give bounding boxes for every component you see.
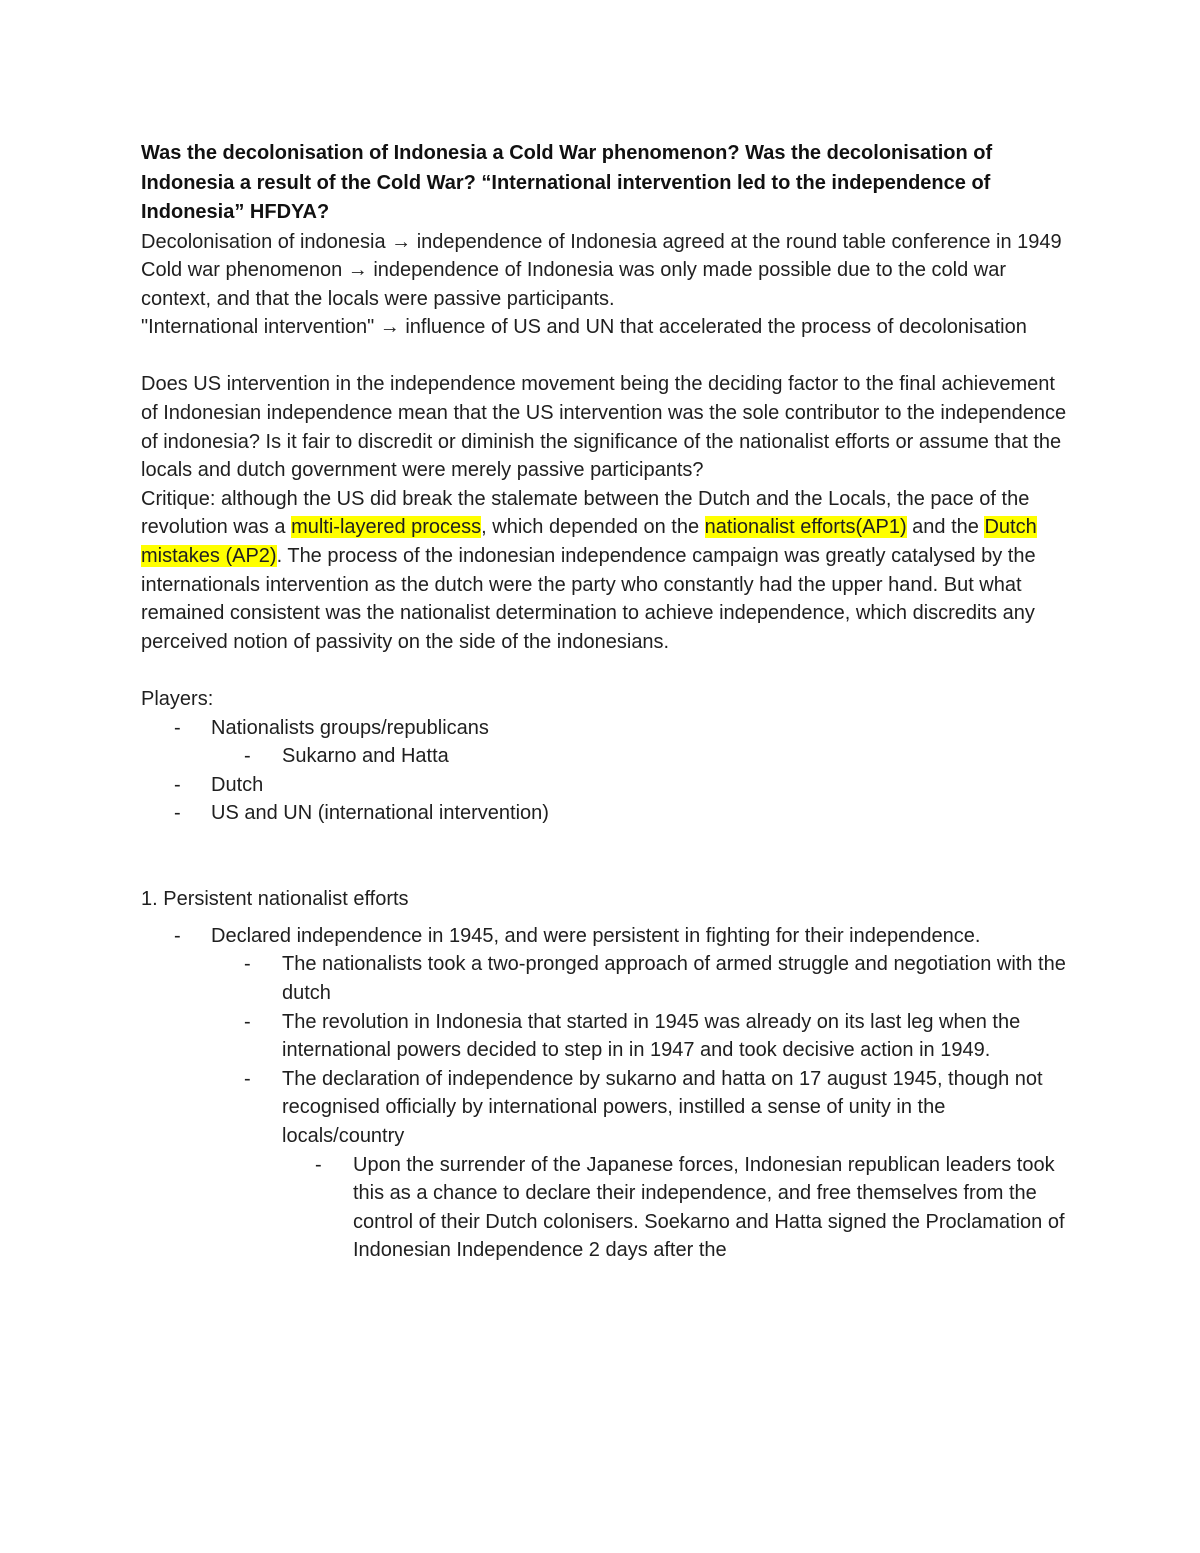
bullet-revolution-last-leg: The revolution in Indonesia that started in 1945 was already on its last leg when the international powers decided to step in in 1947 and took decisive action in 1949. xyxy=(282,1010,1021,1062)
document-page xyxy=(141,139,1071,1265)
list-item xyxy=(141,922,1071,1265)
players-sublist xyxy=(211,742,1071,771)
player-sukarno-hatta: Sukarno and Hatta xyxy=(282,745,449,768)
list-item xyxy=(211,950,1071,1007)
list-item xyxy=(211,742,1071,771)
highlight-nationalist-efforts: nationalist efforts(AP1) xyxy=(704,516,907,539)
highlight-dutch-mistakes: Dutch mistakes (AP2) xyxy=(141,516,1037,568)
list-item xyxy=(282,1151,1071,1265)
essay-question-title: Was the decolonisation of Indonesia a Cold War phenomenon? Was the decolonisation of Indonesia a result of the Cold War? “International intervention led to the independence of Indonesia” HFDYA? xyxy=(141,142,993,223)
blank-line xyxy=(141,656,1071,685)
player-us-un: US and UN (international intervention) xyxy=(211,802,549,825)
critique-text-2: , which depended on the xyxy=(481,516,705,539)
section-1-heading: 1. Persistent nationalist efforts xyxy=(141,888,409,911)
section-1-subsublist xyxy=(282,1151,1071,1265)
blank-line xyxy=(141,828,1071,857)
critique-text-1: Critique: although the US did break the stalemate between the Dutch and the Locals, the pace of the revolution was a xyxy=(141,487,1030,539)
bullet-japanese-surrender: Upon the surrender of the Japanese forces, Indonesian republican leaders took this as a chance to declare their independence, and free themselves from the control of their Dutch colonisers. Soekarno and Hatta signed the Proclamation of Indonesian Independence 2 days after the xyxy=(353,1153,1065,1262)
critique-text-4: . The process of the indonesian independence campaign was greatly catalysed by the internationals intervention as the dutch were the party who constantly had the upper hand. But what remained consistent was the nationalist determination to achieve independence, which discredits any perceived notion of passivity on the side of the indonesians. xyxy=(141,545,1036,653)
critique-text-3: and the xyxy=(906,516,985,539)
list-item xyxy=(141,799,1071,828)
list-item xyxy=(141,771,1071,800)
bullet-declaration: The declaration of independence by sukarno and hatta on 17 august 1945, though not recognised officially by international powers, instilled a sense of unity in the locals/country xyxy=(282,1067,1043,1147)
definition-cold-war: Cold war phenomenon → independence of Indonesia was only made possible due to the cold war context, and that the locals were passive participants. xyxy=(141,259,1006,310)
critique-paragraph xyxy=(141,485,1071,657)
list-item xyxy=(211,1008,1071,1065)
spacer xyxy=(141,914,1071,922)
blank-line xyxy=(141,857,1071,886)
players-list xyxy=(141,714,1071,828)
blank-line xyxy=(141,342,1071,371)
definition-decolonisation: Decolonisation of indonesia → independence of Indonesia agreed at the round table conference in 1949 xyxy=(141,230,1062,253)
player-dutch: Dutch xyxy=(211,773,264,796)
section-1-sublist xyxy=(211,950,1071,1265)
bullet-declared-independence: Declared independence in 1945, and were persistent in fighting for their independence. xyxy=(211,924,981,947)
section-1-list xyxy=(141,922,1071,1265)
list-item xyxy=(141,714,1071,771)
list-item xyxy=(211,1065,1071,1265)
definition-international-intervention: "International intervention" → influence of US and UN that accelerated the process of decolonisation xyxy=(141,316,1027,339)
bullet-two-pronged: The nationalists took a two-pronged approach of armed struggle and negotiation with the dutch xyxy=(282,953,1066,1004)
highlight-multi-layered-process: multi-layered process xyxy=(291,516,482,539)
guiding-question-paragraph: Does US intervention in the independence movement being the deciding factor to the final achievement of Indonesian independence mean that the US intervention was the sole contributor to the independence of indonesia? Is it fair to discredit or diminish the significance of the nationalist efforts or assume that the locals and dutch government were merely passive participants? xyxy=(141,373,1067,482)
player-nationalists: Nationalists groups/republicans xyxy=(211,716,489,739)
players-heading: Players: xyxy=(141,688,214,710)
